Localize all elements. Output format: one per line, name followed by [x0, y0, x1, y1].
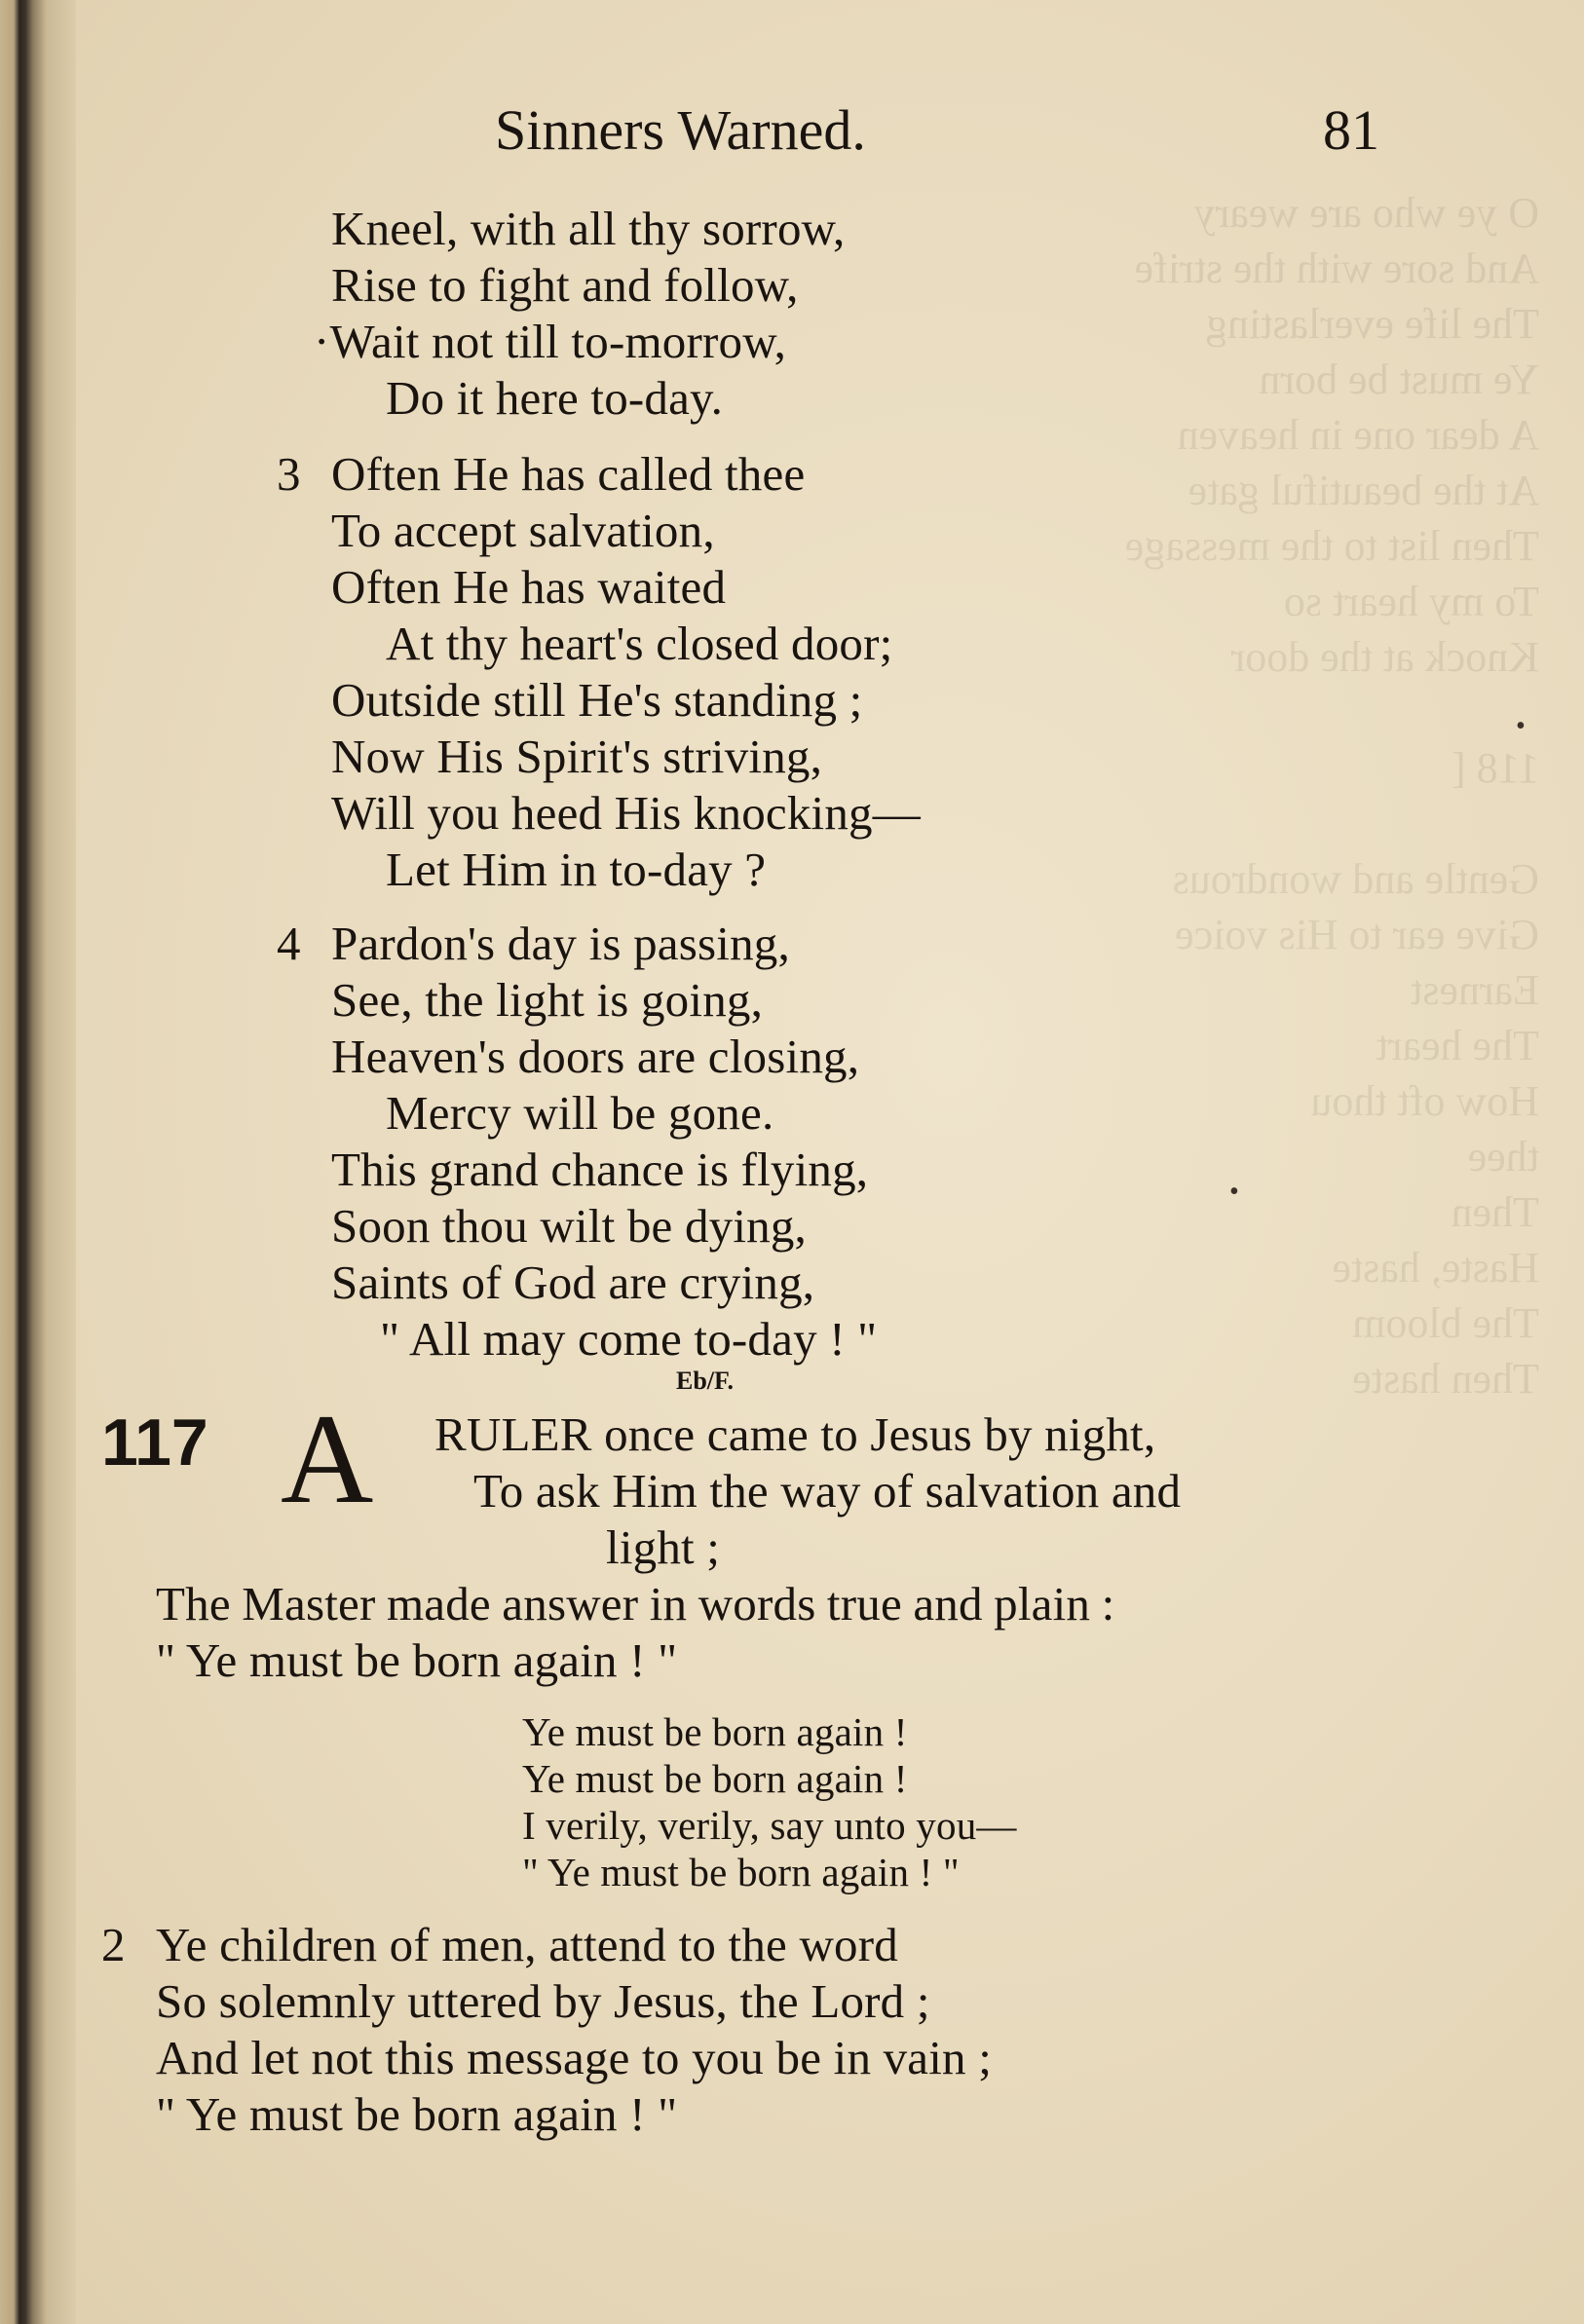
- verse-line: Will you heed His knocking—: [331, 786, 921, 840]
- drop-cap: A: [281, 1387, 374, 1530]
- verse-line: At thy heart's closed door;: [386, 617, 893, 670]
- hymn-number: 117: [101, 1406, 208, 1480]
- chorus-line: Ye must be born again !: [522, 1709, 908, 1754]
- verse-line: RULER once came to Jesus by night,: [434, 1407, 1156, 1461]
- verse-line: " Ye must be born again ! ": [156, 1633, 678, 1687]
- verse-number: 4: [277, 917, 301, 970]
- verse-number: 2: [101, 1918, 126, 1971]
- verse-line: " All may come to-day ! ": [380, 1312, 878, 1366]
- print-speck: •: [1229, 1177, 1239, 1207]
- verse-line: So solemnly uttered by Jesus, the Lord ;: [156, 1974, 930, 2028]
- chorus-line: Ye must be born again !: [522, 1756, 908, 1801]
- show-through-texture: O ye who are weary And sore with the strife The life everlasting Ye must be born A dear one in heaven At the beautiful gate Then list to the message To my heart so Knock at the door 118 [ Gentle and wondrous Give ear to His voice Earnest The heart How oft thou thee Then Haste, haste The bloom Then haste: [1124, 189, 1539, 1403]
- verse-line: " Ye must be born again ! ": [156, 2087, 678, 2141]
- verse-line: The Master made answer in words true and plain :: [156, 1577, 1115, 1631]
- verse-line: Do it here to-day.: [386, 371, 724, 425]
- verse-line: Mercy will be gone.: [386, 1086, 774, 1140]
- verse-line: Outside still He's standing ;: [331, 673, 863, 727]
- verse-line: Kneel, with all thy sorrow,: [331, 202, 846, 255]
- verse-line: Soon thou wilt be dying,: [331, 1199, 808, 1253]
- verse-line: See, the light is going,: [331, 973, 764, 1027]
- verse-line: And let not this message to you be in vain ;: [156, 2031, 993, 2084]
- chorus-line: " Ye must be born again ! ": [522, 1850, 960, 1894]
- verse-line: Saints of God are crying,: [331, 1256, 815, 1309]
- page-number: 81: [1323, 98, 1379, 162]
- verse-line: Pardon's day is passing,: [331, 917, 790, 970]
- verse-line: Now His Spirit's striving,: [331, 730, 823, 783]
- verse-line: To ask Him the way of salvation and: [473, 1464, 1182, 1518]
- verse-line: ·Wait not till to-morrow,: [314, 315, 787, 368]
- book-spine-gutter: [0, 0, 76, 2324]
- verse-line: Rise to fight and follow,: [331, 258, 799, 312]
- verse-line: Heaven's doors are closing,: [331, 1030, 860, 1083]
- verse-line: Ye children of men, attend to the word: [156, 1918, 898, 1971]
- chorus-line: I verily, verily, say unto you—: [522, 1803, 1017, 1848]
- verse-line: To accept salvation,: [331, 504, 715, 557]
- running-title: Sinners Warned.: [495, 98, 866, 162]
- music-key-signature: Eb/F.: [676, 1367, 735, 1395]
- verse-line: Let Him in to-day ?: [386, 843, 767, 896]
- verse-line: Often He has called thee: [331, 447, 806, 501]
- print-speck: •: [1516, 711, 1526, 741]
- verse-line: Often He has waited: [331, 560, 727, 614]
- verse-line: light ;: [606, 1520, 721, 1574]
- verse-line: This grand chance is flying,: [331, 1143, 869, 1196]
- verse-number: 3: [277, 447, 301, 501]
